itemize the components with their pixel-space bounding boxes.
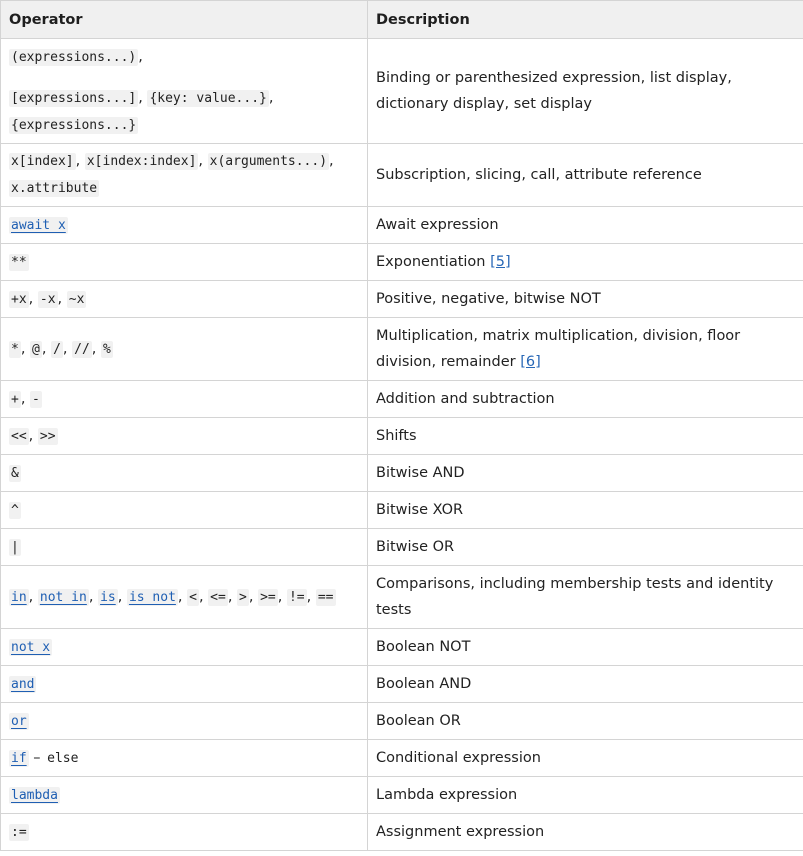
operator-code: !=: [288, 589, 305, 605]
operator-code: ^: [11, 502, 19, 518]
operator-cell: in , not in , is , is not , < , <= , > , >= , != , ==: [1, 566, 368, 629]
operator-code: else: [47, 750, 79, 766]
description-cell: Multiplication, matrix multiplication, division, floor division, remainder [6]: [368, 318, 803, 381]
operator-cell: [1, 207, 368, 244]
operator-code: ~x: [68, 291, 85, 307]
footnote-link-5[interactable]: [5]: [490, 254, 511, 270]
operator-cell: [1, 703, 368, 740]
or-keyword-link[interactable]: or: [11, 713, 27, 729]
table-row: [1, 492, 803, 529]
operator-code: [expressions...]: [11, 90, 137, 106]
description-cell: Exponentiation [5]: [368, 244, 803, 281]
table-row: [1, 666, 803, 703]
table-row: [1, 814, 803, 851]
operator-code: x.attribute: [11, 181, 98, 196]
description-cell: Bitwise AND: [368, 455, 803, 492]
operator-code: <=: [210, 589, 226, 605]
operator-cell: [1, 814, 368, 851]
operator-code: <<: [11, 428, 27, 444]
operator-cell: [1, 492, 368, 529]
description-cell: Binding or parenthesized expression, list display, dictionary display, set display: [368, 39, 803, 144]
operator-code: |: [11, 539, 19, 555]
table-row: [1, 281, 803, 318]
await-keyword-link[interactable]: await x: [11, 217, 66, 233]
description-cell: Shifts: [368, 418, 803, 455]
description-cell: Boolean OR: [368, 703, 803, 740]
operator-cell: [1, 629, 368, 666]
operator-cell: +x , -x , ~x: [1, 281, 368, 318]
operator-cell: [1, 666, 368, 703]
table-row: [1, 207, 803, 244]
operator-cell: x[index] , x[index:index] , x(arguments...) , x.attribute: [1, 144, 368, 207]
operator-code: (expressions...): [11, 49, 137, 65]
lambda-keyword-link[interactable]: lambda: [11, 787, 58, 803]
operator-code: -x: [39, 291, 56, 307]
operator-code: &: [11, 465, 19, 481]
description-cell: Conditional expression: [368, 740, 803, 777]
and-keyword-link[interactable]: and: [11, 676, 35, 692]
operator-code: -: [32, 391, 40, 407]
table-row: [1, 144, 803, 207]
operator-code: **: [11, 254, 27, 270]
table-row: [1, 418, 803, 455]
operator-code: @: [32, 341, 40, 357]
operator-code: {expressions...}: [11, 117, 137, 133]
operator-cell: [1, 740, 368, 777]
description-cell: Boolean AND: [368, 666, 803, 703]
description-cell: Bitwise OR: [368, 529, 803, 566]
operator-code: x(arguments...): [209, 154, 328, 169]
operator-cell: [1, 529, 368, 566]
operator-code: >=: [260, 589, 276, 605]
description-cell: Lambda expression: [368, 777, 803, 814]
description-cell: Await expression: [368, 207, 803, 244]
table-row: [1, 703, 803, 740]
table-row: [1, 777, 803, 814]
operator-cell: [1, 244, 368, 281]
table-row: [1, 455, 803, 492]
table-row: [1, 381, 803, 418]
description-cell: Bitwise XOR: [368, 492, 803, 529]
description-cell: Boolean NOT: [368, 629, 803, 666]
operator-code: %: [103, 341, 111, 357]
operator-cell: [1, 777, 368, 814]
not-in-keyword-link[interactable]: not in: [39, 589, 87, 605]
dash-separator: –: [33, 749, 41, 766]
description-cell: Addition and subtraction: [368, 381, 803, 418]
if-keyword-link[interactable]: if: [11, 750, 27, 766]
table-row: [1, 566, 803, 629]
operator-cell: (expressions...) , [expressions...] , {key: value...} , {expressions...}: [1, 39, 368, 144]
operator-code: //: [74, 341, 90, 357]
table-row: [1, 244, 803, 281]
operator-code: x[index]: [11, 154, 74, 169]
operator-cell: << , >>: [1, 418, 368, 455]
table-header-row: [1, 1, 803, 39]
operator-code: *: [11, 341, 19, 357]
operator-code: {key: value...}: [149, 90, 267, 106]
operator-cell: * , @ , / , // , %: [1, 318, 368, 381]
operator-code: +x: [11, 291, 27, 307]
operator-code: >>: [39, 428, 56, 444]
table-row: [1, 740, 803, 777]
is-keyword-link[interactable]: is: [100, 589, 116, 605]
table-row: [1, 39, 803, 144]
operator-code: /: [53, 341, 61, 357]
description-cell: Subscription, slicing, call, attribute reference: [368, 144, 803, 207]
is-not-keyword-link[interactable]: is not: [128, 589, 176, 605]
operator-code: <: [189, 589, 197, 605]
description-cell: Assignment expression: [368, 814, 803, 851]
description-cell: Comparisons, including membership tests and identity tests: [368, 566, 803, 629]
operator-column-header: Operator: [1, 1, 368, 39]
operator-code: ==: [317, 589, 334, 605]
operator-code: x[index:index]: [86, 154, 197, 169]
table-row: [1, 529, 803, 566]
description-column-header: Description: [368, 1, 803, 39]
table-row: [1, 318, 803, 381]
operator-cell: + , -: [1, 381, 368, 418]
operator-code: :=: [11, 824, 27, 840]
footnote-link-6[interactable]: [6]: [520, 354, 541, 370]
table-row: [1, 629, 803, 666]
operator-code: +: [11, 391, 19, 407]
not-keyword-link[interactable]: not x: [11, 639, 51, 655]
operator-cell: [1, 455, 368, 492]
operator-code: >: [239, 589, 247, 605]
description-cell: Positive, negative, bitwise NOT: [368, 281, 803, 318]
in-keyword-link[interactable]: in: [11, 589, 27, 605]
